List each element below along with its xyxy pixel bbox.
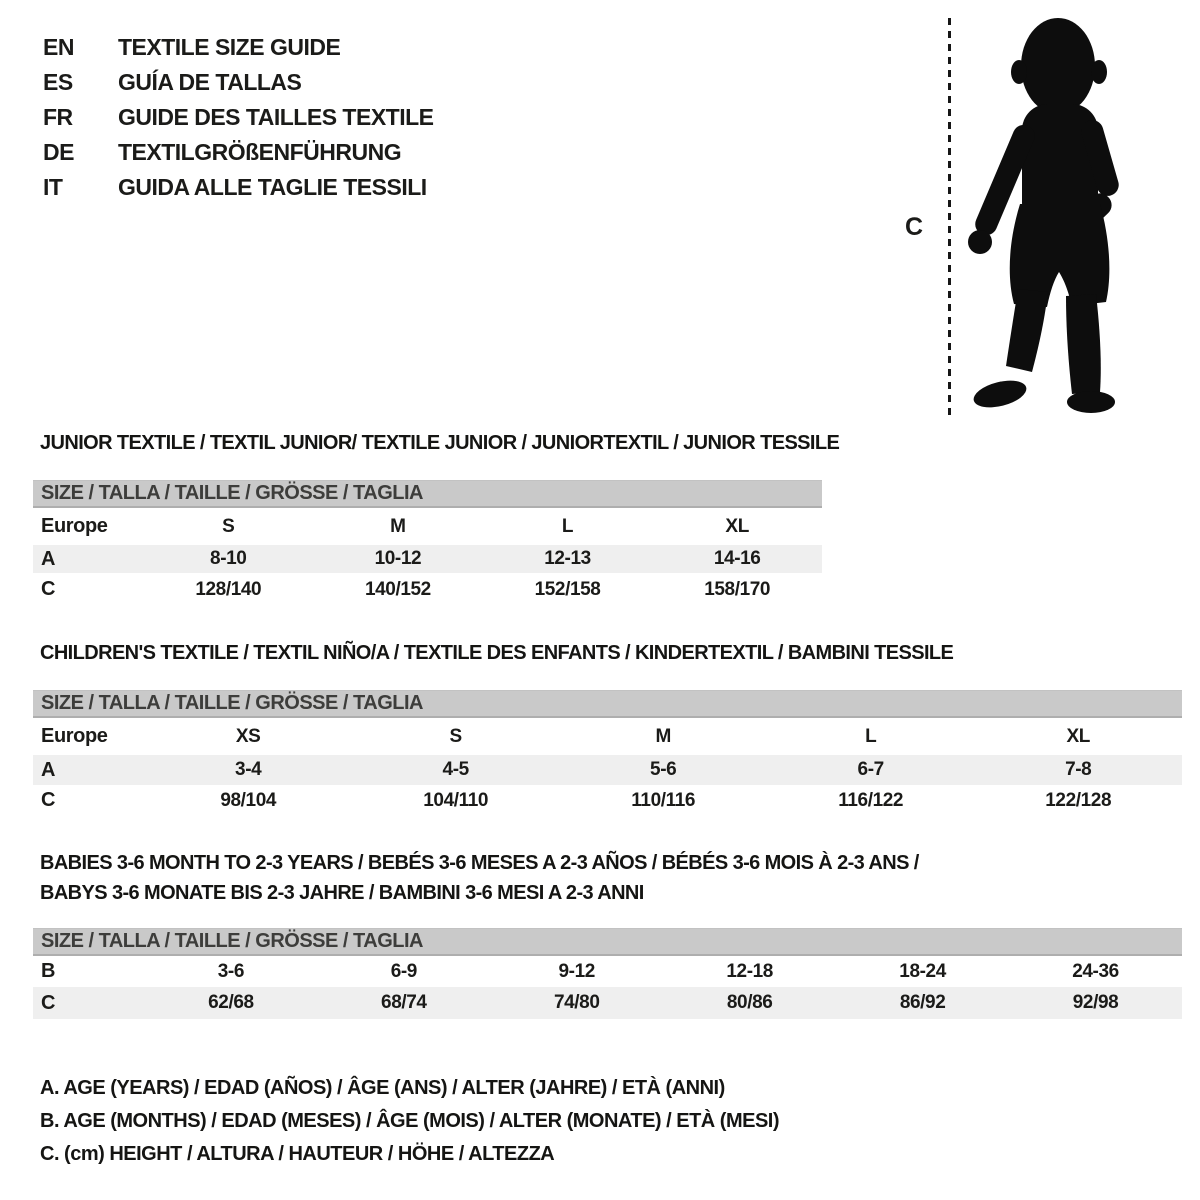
height-value: 80/86 <box>663 987 836 1019</box>
size-col-label: S <box>222 515 235 537</box>
size-header-row <box>33 508 822 545</box>
babies-table-title <box>40 848 919 908</box>
height-value: 104/110 <box>423 789 489 811</box>
size-band-label: SIZE / TALLA / TAILLE / GRÖSSE / TAGLIA <box>41 930 423 952</box>
height-value: 92/98 <box>1009 987 1182 1019</box>
measure-legend <box>40 1072 779 1171</box>
size-col-label: XL <box>725 515 749 537</box>
language-row <box>43 100 434 135</box>
guide-title: TEXTILE SIZE GUIDE <box>118 34 341 60</box>
row-label: C <box>41 578 56 600</box>
row-label: A <box>33 755 144 785</box>
junior-size-table <box>33 480 822 606</box>
age-value: 7-8 <box>974 755 1182 785</box>
height-value: 116/122 <box>838 789 904 811</box>
row-label: A <box>33 545 143 573</box>
language-row <box>43 65 434 100</box>
age-years-row <box>33 755 1182 785</box>
age-value: 12-18 <box>726 960 773 982</box>
age-months-row <box>33 956 1182 987</box>
size-band <box>33 690 1182 718</box>
age-value: 24-36 <box>1072 960 1119 982</box>
size-col-label: S <box>449 725 462 747</box>
language-row <box>43 135 434 170</box>
language-code: FR <box>43 104 73 130</box>
size-col-label: M <box>655 725 671 747</box>
guide-title: TEXTILGRÖßENFÜHRUNG <box>118 139 402 165</box>
size-header-row <box>33 718 1182 755</box>
height-value: 122/128 <box>1045 789 1112 811</box>
legend-line-a: A. AGE (YEARS) / EDAD (AÑOS) / ÂGE (ANS) / ALTER (JAHRE) / ETÀ (ANNI) <box>40 1077 725 1099</box>
age-value: 10-12 <box>313 545 483 573</box>
size-col-label: L <box>865 725 877 747</box>
height-value: 110/116 <box>631 789 696 811</box>
height-value: 152/158 <box>534 578 601 600</box>
size-band-label: SIZE / TALLA / TAILLE / GRÖSSE / TAGLIA <box>41 482 423 504</box>
height-measure-label: C <box>905 213 924 241</box>
height-cm-row <box>33 987 1182 1019</box>
children-table-title: CHILDREN'S TEXTILE / TEXTIL NIÑO/A / TEXTILE DES ENFANTS / KINDERTEXTIL / BAMBINI TESSILE <box>40 642 954 664</box>
age-value: 3-6 <box>217 960 245 982</box>
height-value: 62/68 <box>144 987 317 1019</box>
junior-table-title: JUNIOR TEXTILE / TEXTIL JUNIOR/ TEXTILE JUNIOR / JUNIORTEXTIL / JUNIOR TESSILE <box>40 432 840 454</box>
age-years-row <box>33 545 822 573</box>
language-row <box>43 30 434 65</box>
language-title-list <box>43 30 434 205</box>
height-value: 158/170 <box>704 578 771 600</box>
age-value: 6-9 <box>390 960 417 982</box>
age-value: 18-24 <box>899 960 946 982</box>
region-label: Europe <box>41 515 108 537</box>
language-code: EN <box>43 34 74 60</box>
size-col-label: L <box>561 515 574 537</box>
height-value: 86/92 <box>836 987 1009 1019</box>
height-cm-row <box>33 785 1182 816</box>
row-label: C <box>41 789 56 811</box>
guide-title: GUÍA DE TALLAS <box>118 69 302 95</box>
height-measure-line <box>948 18 951 416</box>
age-value: 9-12 <box>558 960 595 982</box>
age-value: 8-10 <box>143 545 313 573</box>
age-value: 6-7 <box>767 755 975 785</box>
legend-line-b: B. AGE (MONTHS) / EDAD (MESES) / ÂGE (MOIS) / ALTER (MONATE) / ETÀ (MESI) <box>40 1110 780 1132</box>
age-value: 4-5 <box>352 755 560 785</box>
height-value: 74/80 <box>490 987 663 1019</box>
size-col-label: M <box>390 515 406 537</box>
language-code: DE <box>43 139 74 165</box>
legend-line-c: C. (cm) HEIGHT / ALTURA / HAUTEUR / HÖHE / ALTEZZA <box>40 1143 555 1165</box>
height-value: 140/152 <box>364 578 431 600</box>
baby-toddler-silhouette-icon <box>960 14 1140 416</box>
age-value: 12-13 <box>483 545 653 573</box>
height-cm-row <box>33 573 822 606</box>
size-band <box>33 480 822 508</box>
children-size-table <box>33 690 1182 816</box>
age-value: 3-4 <box>144 755 352 785</box>
row-label: C <box>33 987 144 1019</box>
guide-title: GUIDE DES TAILLES TEXTILE <box>118 104 434 130</box>
guide-title: GUIDA ALLE TAGLIE TESSILI <box>118 174 427 200</box>
size-col-label: XS <box>235 725 261 747</box>
region-label: Europe <box>41 725 108 747</box>
language-code: ES <box>43 69 73 95</box>
babies-size-table <box>33 928 1182 1019</box>
babies-title-line1: BABIES 3-6 MONTH TO 2-3 YEARS / BEBÉS 3-6 MESES A 2-3 AÑOS / BÉBÉS 3-6 MOIS À 2-3 ANS / <box>40 852 919 874</box>
language-row <box>43 170 434 205</box>
size-col-label: XL <box>1066 725 1090 747</box>
age-value: 14-16 <box>652 545 822 573</box>
babies-title-line2: BABYS 3-6 MONATE BIS 2-3 JAHRE / BAMBINI 3-6 MESI A 2-3 ANNI <box>40 882 644 904</box>
size-band-label: SIZE / TALLA / TAILLE / GRÖSSE / TAGLIA <box>41 692 423 714</box>
height-value: 68/74 <box>317 987 490 1019</box>
language-code: IT <box>43 174 63 200</box>
size-band <box>33 928 1182 956</box>
row-label: B <box>41 960 56 982</box>
height-value: 128/140 <box>195 578 262 600</box>
height-value: 98/104 <box>220 789 277 811</box>
age-value: 5-6 <box>559 755 767 785</box>
